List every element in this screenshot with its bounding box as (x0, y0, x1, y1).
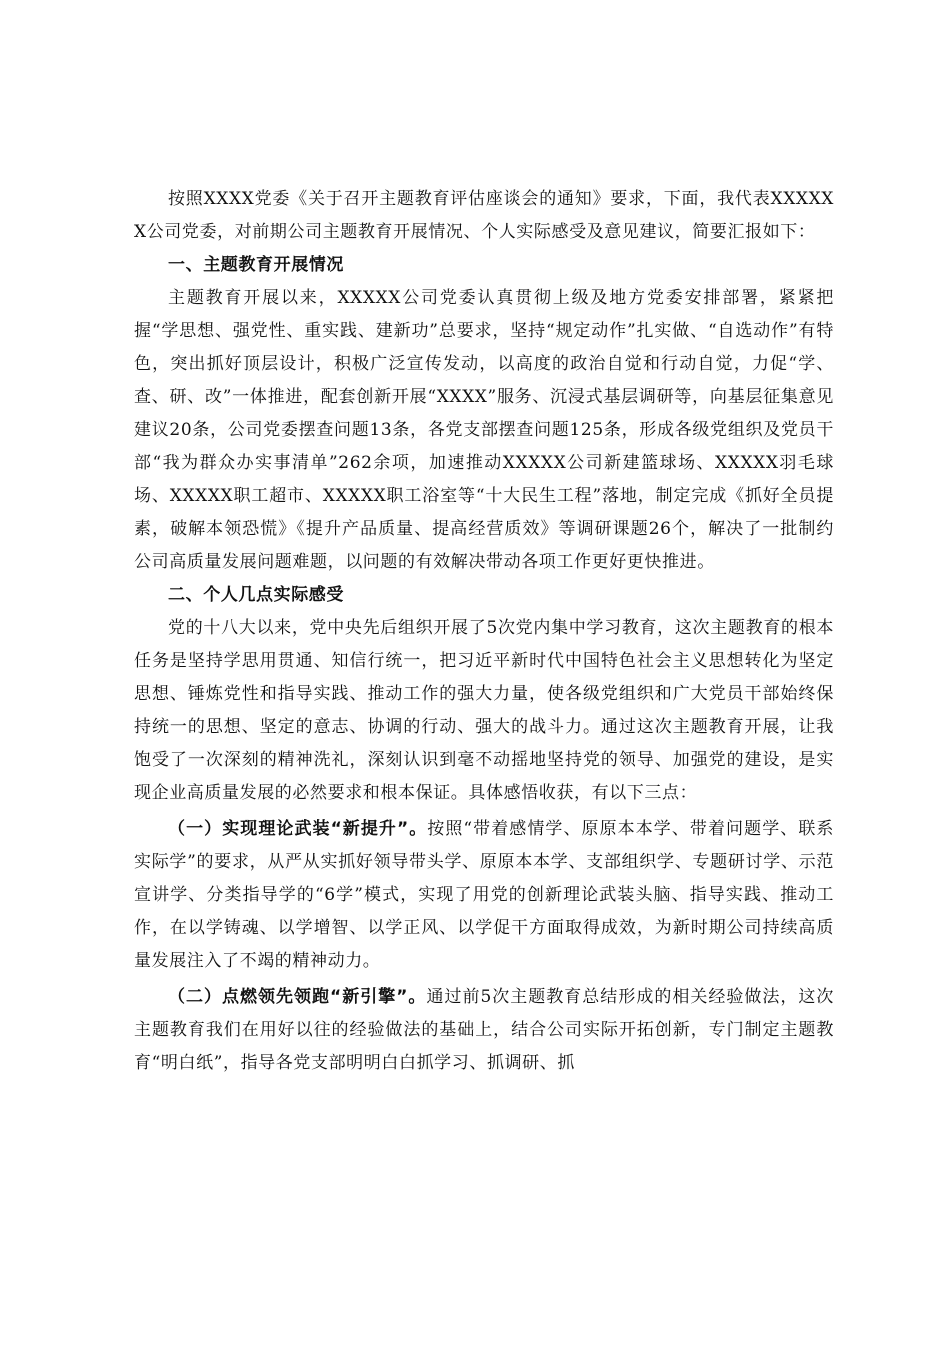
intro-paragraph: 按照XXXX党委《关于召开主题教育评估座谈会的通知》要求，下面，我代表XXXXXX公司党委，对前期公司主题教育开展情况、个人实际感受及意见建议，简要汇报如下： (134, 189, 834, 242)
point-1-body: 按照“带着感情学、原原本本学、带着问题学、联系实际学”的要求，从严从实抓好领导带头学、原原本本学、支部组织学、专题研讨学、示范宣讲学、分类指导学的“6学”模式，实现了用党的创新理论武装头脑、指导实践、推动工作，在以学铸魂、以学增智、以学正风、以学促干方面取得成效，为新时期公司持续高质量发展注入了不竭的精神动力。 (134, 819, 834, 971)
section-heading-2: 二、个人几点实际感受 (168, 585, 344, 605)
document-body (134, 183, 834, 1080)
point-2-title: （二）点燃领先领跑“新引擎”。 (168, 987, 427, 1007)
point-1-paragraph (134, 813, 834, 978)
section-2-paragraph: 党的十八大以来，党中央先后组织开展了5次党内集中学习教育，这次主题教育的根本任务是坚持学思用贯通、知信行统一，把习近平新时代中国特色社会主义思想转化为坚定思想、锤炼党性和指导实践、推动工作的强大力量，使各级党组织和广大党员干部始终保持统一的思想、坚定的意志、协调的行动、强大的战斗力。通过这次主题教育开展，让我饱受了一次深刻的精神洗礼，深刻认识到毫不动摇地坚持党的领导、加强党的建设，是实现企业高质量发展的必然要求和根本保证。具体感悟收获，有以下三点： (134, 618, 834, 803)
point-1-title: （一）实现理论武装“新提升”。 (168, 819, 428, 839)
section-heading-1: 一、主题教育开展情况 (168, 255, 344, 275)
section-1-paragraph: 主题教育开展以来，XXXXX公司党委认真贯彻上级及地方党委安排部署，紧紧把握“学思想、强党性、重实践、建新功”总要求，坚持“规定动作”扎实做、“自选动作”有特色，突出抓好顶层设计，积极广泛宣传发动，以高度的政治自觉和行动自觉，力促“学、查、研、改”一体推进，配套创新开展“XXXX”服务、沉浸式基层调研等，向基层征集意见建议20条，公司党委摆查问题13条，各党支部摆查问题125条，形成各级党组织及党员干部“我为群众办实事清单”262余项，加速推动XXXXX公司新建篮球场、XXXXX羽毛球场、XXXXX职工超市、XXXXX职工浴室等“十大民生工程”落地，制定完成《抓好全员提素，破解本领恐慌》《提升产品质量、提高经营质效》等调研课题26个，解决了一批制约公司高质量发展问题难题，以问题的有效解决带动各项工作更好更快推进。 (134, 288, 834, 572)
point-2-paragraph (134, 981, 834, 1080)
point-2-body: 通过前5次主题教育总结形成的相关经验做法，这次主题教育我们在用好以往的经验做法的基础上，结合公司实际开拓创新，专门制定主题教育“明白纸”，指导各党支部明明白白抓学习、抓调研、抓 (134, 987, 834, 1073)
